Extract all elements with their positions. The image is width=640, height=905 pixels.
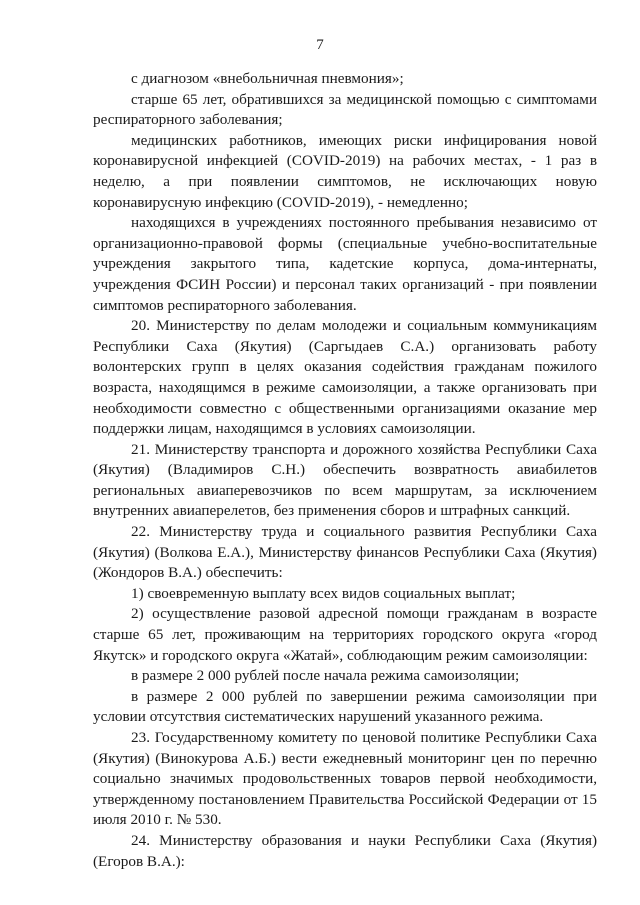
paragraph: старше 65 лет, обратившихся за медицинской помощью с симптомами респираторного заболевания;: [93, 90, 597, 129]
paragraph-subitem-1: 1) своевременную выплату всех видов социальных выплат;: [131, 584, 516, 602]
paragraph: в размере 2 000 рублей после начала режима самоизоляции;: [131, 667, 520, 685]
document-body: [93, 69, 597, 872]
paragraph: медицинских работников, имеющих риски инфицирования новой коронавирусной инфекцией (COVID-2019) на рабочих местах, - 1 раз в неделю, а при появлении симптомов, не исключающих новую коронавирусную инфекцию (COVID-2019), - немедленно;: [93, 131, 597, 211]
paragraph-item-24: 24. Министерству образования и науки Республики Саха (Якутия) (Егоров В.А.):: [93, 831, 597, 870]
page-number: 7: [316, 37, 324, 53]
paragraph-item-22: 22. Министерству труда и социального развития Республики Саха (Якутия) (Волкова Е.А.), Министерству финансов Республики Саха (Якутия) (Жондоров В.А.) обеспечить:: [93, 523, 597, 582]
paragraph-item-23: 23. Государственному комитету по ценовой политике Республики Саха (Якутия) (Винокурова А.Б.) вести ежедневный мониторинг цен по перечню социально значимых продовольственных товаров первой необходимости, утвержденному постановлением Правительства Российской Федерации от 15 июля 2010 г. № 530.: [93, 729, 597, 829]
paragraph-item-21: 21. Министерству транспорта и дорожного хозяйства Республики Саха (Якутия) (Владимиров С.Н.) обеспечить возвратность авиабилетов региональных авиаперевозчиков по всем маршрутам, за исключением внутренних авиаперелетов, без применения сборов и штрафных санкций.: [93, 440, 597, 520]
paragraph-item-20: 20. Министерству по делам молодежи и социальным коммуникациям Республики Саха (Якутия) (Саргыдаев С.А.) организовать работу волонтерских групп в целях оказания содействия гражданам пожилого возраста, находящимся в режиме самоизоляции, а также организовать при необходимости совместно с общественными организациями оказание мер поддержки лицам, находящимся в условиях самоизоляции.: [93, 317, 597, 438]
paragraph-subitem-2: 2) осуществление разовой адресной помощи гражданам в возрасте старше 65 лет, проживающим на территориях городского округа «город Якутск» и городского округа «Жатай», соблюдающим режим самоизоляции:: [93, 605, 597, 664]
paragraph: находящихся в учреждениях постоянного пребывания независимо от организационно-правовой формы (специальные учебно-воспитательные учреждения закрытого типа, кадетские корпуса, дома-интернаты, учреждения ФСИН России) и персонал таких организаций - при появлении симптомов респираторного заболевания.: [93, 214, 597, 314]
paragraph: с диагнозом «внебольничная пневмония»;: [131, 70, 404, 87]
paragraph: в размере 2 000 рублей по завершении режима самоизоляции при условии отсутствия систематических нарушений указанного режима.: [93, 687, 597, 726]
